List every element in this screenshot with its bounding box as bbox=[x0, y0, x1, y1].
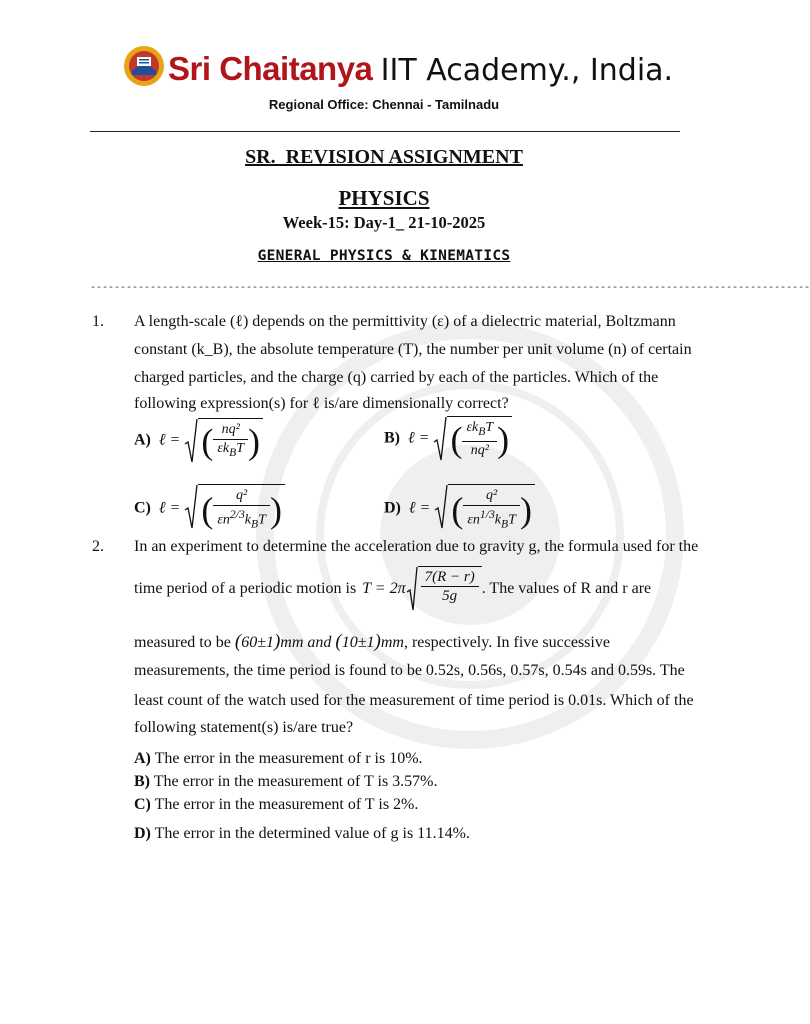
q1-number: 1. bbox=[92, 313, 104, 330]
q2-line-2-post: . The values of R and r are bbox=[481, 580, 652, 597]
sqrt-icon: ( $\frac{\text{nq²}}{\varepsilon k_BT}$ ) bbox=[184, 418, 263, 464]
q2-line-5: least count of the watch used for the measurement of time period is 0.01s. Which of the bbox=[134, 692, 694, 709]
q2-line-3-post: , respectively. In five successive bbox=[403, 634, 610, 651]
q1-line-4: following expression(s) for ℓ is/are dimensionally correct? bbox=[134, 395, 509, 412]
brand-suffix: IIT Academy., India. bbox=[380, 53, 674, 88]
q2-line-6: following statement(s) is/are true? bbox=[134, 719, 354, 736]
q2-option-label: A) bbox=[134, 750, 151, 767]
q1-option-a[interactable]: A) ℓ = ( $\frac{\text{nq²}}{\varepsilon k_BT}$ ) bbox=[134, 418, 263, 464]
q1-option-c-label: C) bbox=[134, 499, 151, 517]
brand-name: Sri Chaitanya bbox=[168, 50, 373, 87]
sqrt-icon: ( $\frac{\text{q²}}{\varepsilon n^{1/3}k_BT}$ ) bbox=[434, 484, 535, 533]
q2-option-b[interactable] bbox=[134, 773, 438, 791]
q1-option-a-label: A) bbox=[134, 431, 151, 449]
assignment-title: SR._REVISION ASSIGNMENT bbox=[245, 146, 523, 168]
q1-option-b-label: B) bbox=[384, 429, 400, 447]
subject-title: PHYSICS bbox=[338, 186, 430, 210]
regional-office: Regional Office: Chennai - Tamilnadu bbox=[268, 97, 500, 112]
sqrt-icon: ( $\frac{\varepsilon k_BT}{\text{nq²}}$ ) bbox=[433, 416, 512, 462]
brand-title bbox=[168, 50, 673, 89]
q1-option-d-label: D) bbox=[384, 499, 401, 517]
week-date: Week-15: Day-1_ 21-10-2025 bbox=[282, 213, 486, 232]
q2-line-2: time period of a periodic motion is T = 2π $\frac{7(R - r)}{5g}$ . The values of R and r are bbox=[134, 566, 651, 612]
q2-option-a[interactable] bbox=[134, 750, 423, 768]
header-rule bbox=[90, 131, 680, 132]
q2-option-text: The error in the measurement of T is 3.57%. bbox=[153, 773, 438, 790]
sqrt-icon: ( $\frac{\text{q²}}{\varepsilon n^{2/3}k_BT}$ ) bbox=[184, 484, 285, 533]
dashed-divider: ------------------------------------------------------------------------------------------------------------------------ bbox=[90, 283, 810, 294]
q2-option-label: C) bbox=[134, 796, 151, 813]
q1-line-1: A length-scale (ℓ) depends on the permittivity (ε) of a dielectric material, Boltzmann bbox=[134, 313, 676, 330]
q1-line-2: constant (k_B), the absolute temperature (T), the number per unit volume (n) of certain bbox=[134, 341, 692, 358]
q2-line-1: In an experiment to determine the acceleration due to gravity g, the formula used for the bbox=[134, 538, 699, 555]
q2-number: 2. bbox=[92, 538, 104, 555]
q1-line-3: charged particles, and the charge (q) carried by each of the particles. Which of the bbox=[134, 369, 659, 386]
q2-option-c[interactable] bbox=[134, 796, 418, 814]
sqrt-icon: $\frac{7(R - r)}{5g}$ bbox=[406, 566, 482, 612]
q2-line-3-pre: measured to be bbox=[134, 634, 231, 651]
q2-line-4: measurements, the time period is found to be 0.52s, 0.56s, 0.57s, 0.54s and 0.59s. The bbox=[134, 662, 685, 679]
topic-title: GENERAL PHYSICS & KINEMATICS bbox=[257, 248, 511, 264]
academy-logo-icon bbox=[123, 45, 165, 87]
q2-option-d[interactable] bbox=[134, 825, 470, 843]
q1-option-c[interactable]: C) ℓ = ( $\frac{\text{q²}}{\varepsilon n^{2/3}k_BT}$ ) bbox=[134, 484, 285, 533]
q2-line-2-pre: time period of a periodic motion is bbox=[134, 580, 357, 597]
q2-option-label: B) bbox=[134, 773, 150, 790]
q2-line-3: measured to be (60±1)mm and (10±1)mm, respectively. In five successive bbox=[134, 631, 610, 652]
q2-option-text: The error in the measurement of r is 10%. bbox=[154, 750, 423, 767]
q1-option-d[interactable]: D) ℓ = ( $\frac{\text{q²}}{\varepsilon n^{1/3}k_BT}$ ) bbox=[384, 484, 535, 533]
q2-option-text: The error in the determined value of g is 11.14%. bbox=[154, 825, 470, 842]
q2-option-text: The error in the measurement of T is 2%. bbox=[154, 796, 419, 813]
q2-option-label: D) bbox=[134, 825, 151, 842]
q1-option-b[interactable]: B) ℓ = ( $\frac{\varepsilon k_BT}{\text{nq²}}$ ) bbox=[384, 416, 512, 462]
